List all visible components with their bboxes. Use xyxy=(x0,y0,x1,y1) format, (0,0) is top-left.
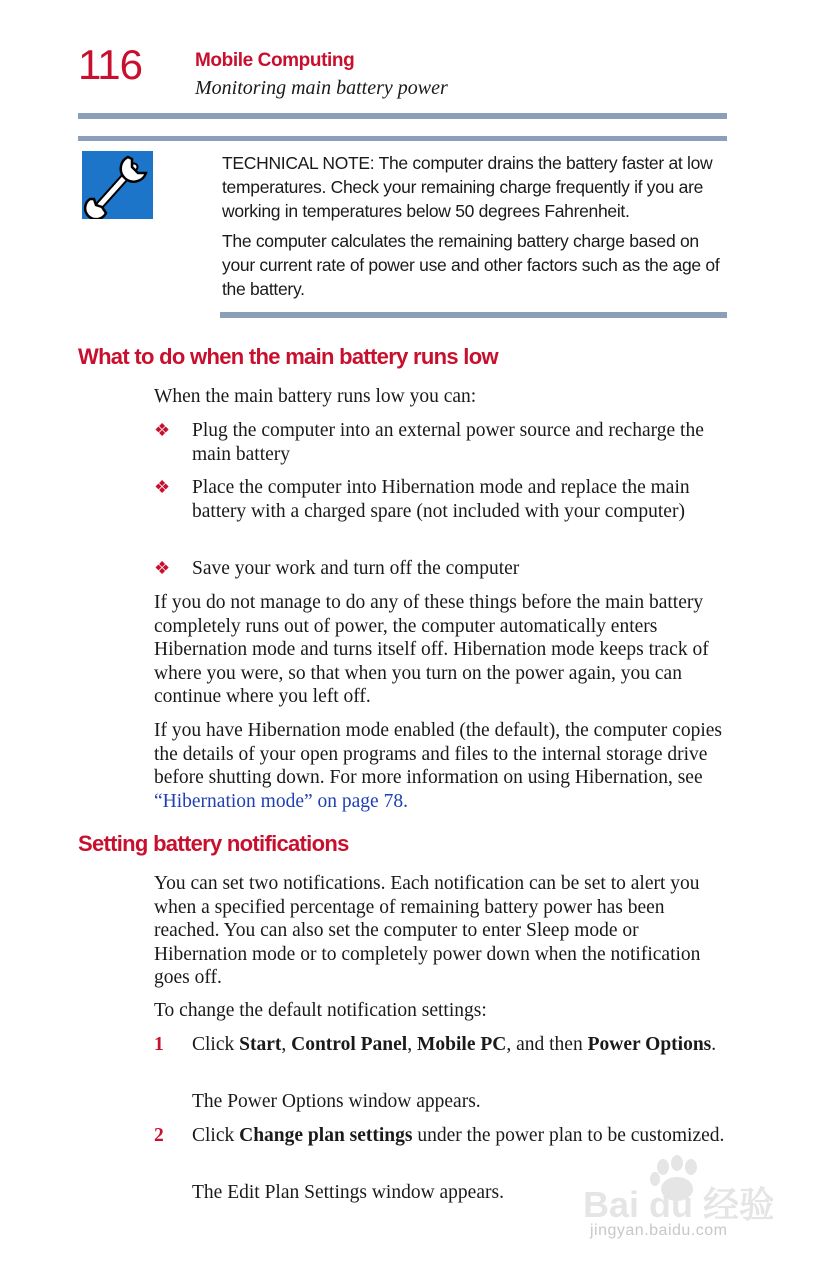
section-subtitle: Monitoring main battery power xyxy=(195,77,448,99)
list-item xyxy=(154,419,729,467)
section-heading: What to do when the main battery runs low xyxy=(78,344,498,369)
step-number: 1 xyxy=(154,1034,164,1055)
body-paragraph: When the main battery runs low you can: xyxy=(154,386,477,407)
technical-note-paragraph: TECHNICAL NOTE: The computer drains the battery faster at low temperatures. Check your remaining charge frequently if you are working in temperatures below 50 degrees Fahrenheit. xyxy=(222,153,713,221)
page-number: 116 xyxy=(78,41,142,88)
header-rule-bottom xyxy=(78,136,727,141)
bullet-icon: ❖ xyxy=(154,420,171,440)
step-text: Click Change plan settings under the power plan to be customized. xyxy=(192,1125,725,1146)
chapter-title: Mobile Computing xyxy=(195,50,355,71)
watermark-brand: Bai du 经验 xyxy=(583,1184,773,1225)
body-paragraph xyxy=(154,719,729,813)
body-paragraph: You can set two notifications. Each notification can be set to alert you when a specified percentage of remaining battery power has been reached. You can also set the computer to enter Sleep mode or Hibernation mode or to completely power down when the notification goes off. xyxy=(154,873,701,988)
header-rule-top xyxy=(78,113,727,119)
bullet-icon: ❖ xyxy=(154,477,171,497)
wrench-icon xyxy=(82,151,153,219)
list-item xyxy=(154,557,729,581)
step-result xyxy=(154,1090,729,1114)
section-heading: Setting battery notifications xyxy=(78,831,349,856)
numbered-step xyxy=(154,1033,729,1081)
bullet-icon: ❖ xyxy=(154,558,171,578)
step-number: 2 xyxy=(154,1125,164,1146)
body-text: If you have Hibernation mode enabled (the default), the computer copies the details of your open programs and files to the internal storage drive before shutting down. For more information on using Hibernation, see xyxy=(154,720,722,788)
list-item-text: Place the computer into Hibernation mode and replace the main battery with a charged spare (not included with your computer) xyxy=(192,477,690,522)
body-paragraph: To change the default notification settings: xyxy=(154,1000,487,1021)
list-item xyxy=(154,476,729,548)
list-item-text: Plug the computer into an external power source and recharge the main battery xyxy=(192,420,704,465)
technical-note-paragraph: The computer calculates the remaining battery charge based on your current rate of power use and other factors such as the age of the battery. xyxy=(222,231,720,299)
step-result-text: The Power Options window appears. xyxy=(192,1091,481,1112)
step-text: Click Start, Control Panel, Mobile PC, and then Power Options. xyxy=(192,1034,717,1055)
list-item-text: Save your work and turn off the computer xyxy=(192,558,520,579)
watermark-url: jingyan.baidu.com xyxy=(590,1222,728,1239)
body-paragraph: If you do not manage to do any of these things before the main battery completely runs out of power, the computer automatically enters Hibernation mode and turns itself off. Hibernation mode keeps track of where you were, so that when you turn on the power again, you can continue where you left off. xyxy=(154,592,709,707)
step-result-text: The Edit Plan Settings window appears. xyxy=(192,1182,504,1203)
hibernation-mode-link[interactable]: “Hibernation mode” on page 78. xyxy=(154,790,408,812)
note-rule xyxy=(220,312,727,318)
